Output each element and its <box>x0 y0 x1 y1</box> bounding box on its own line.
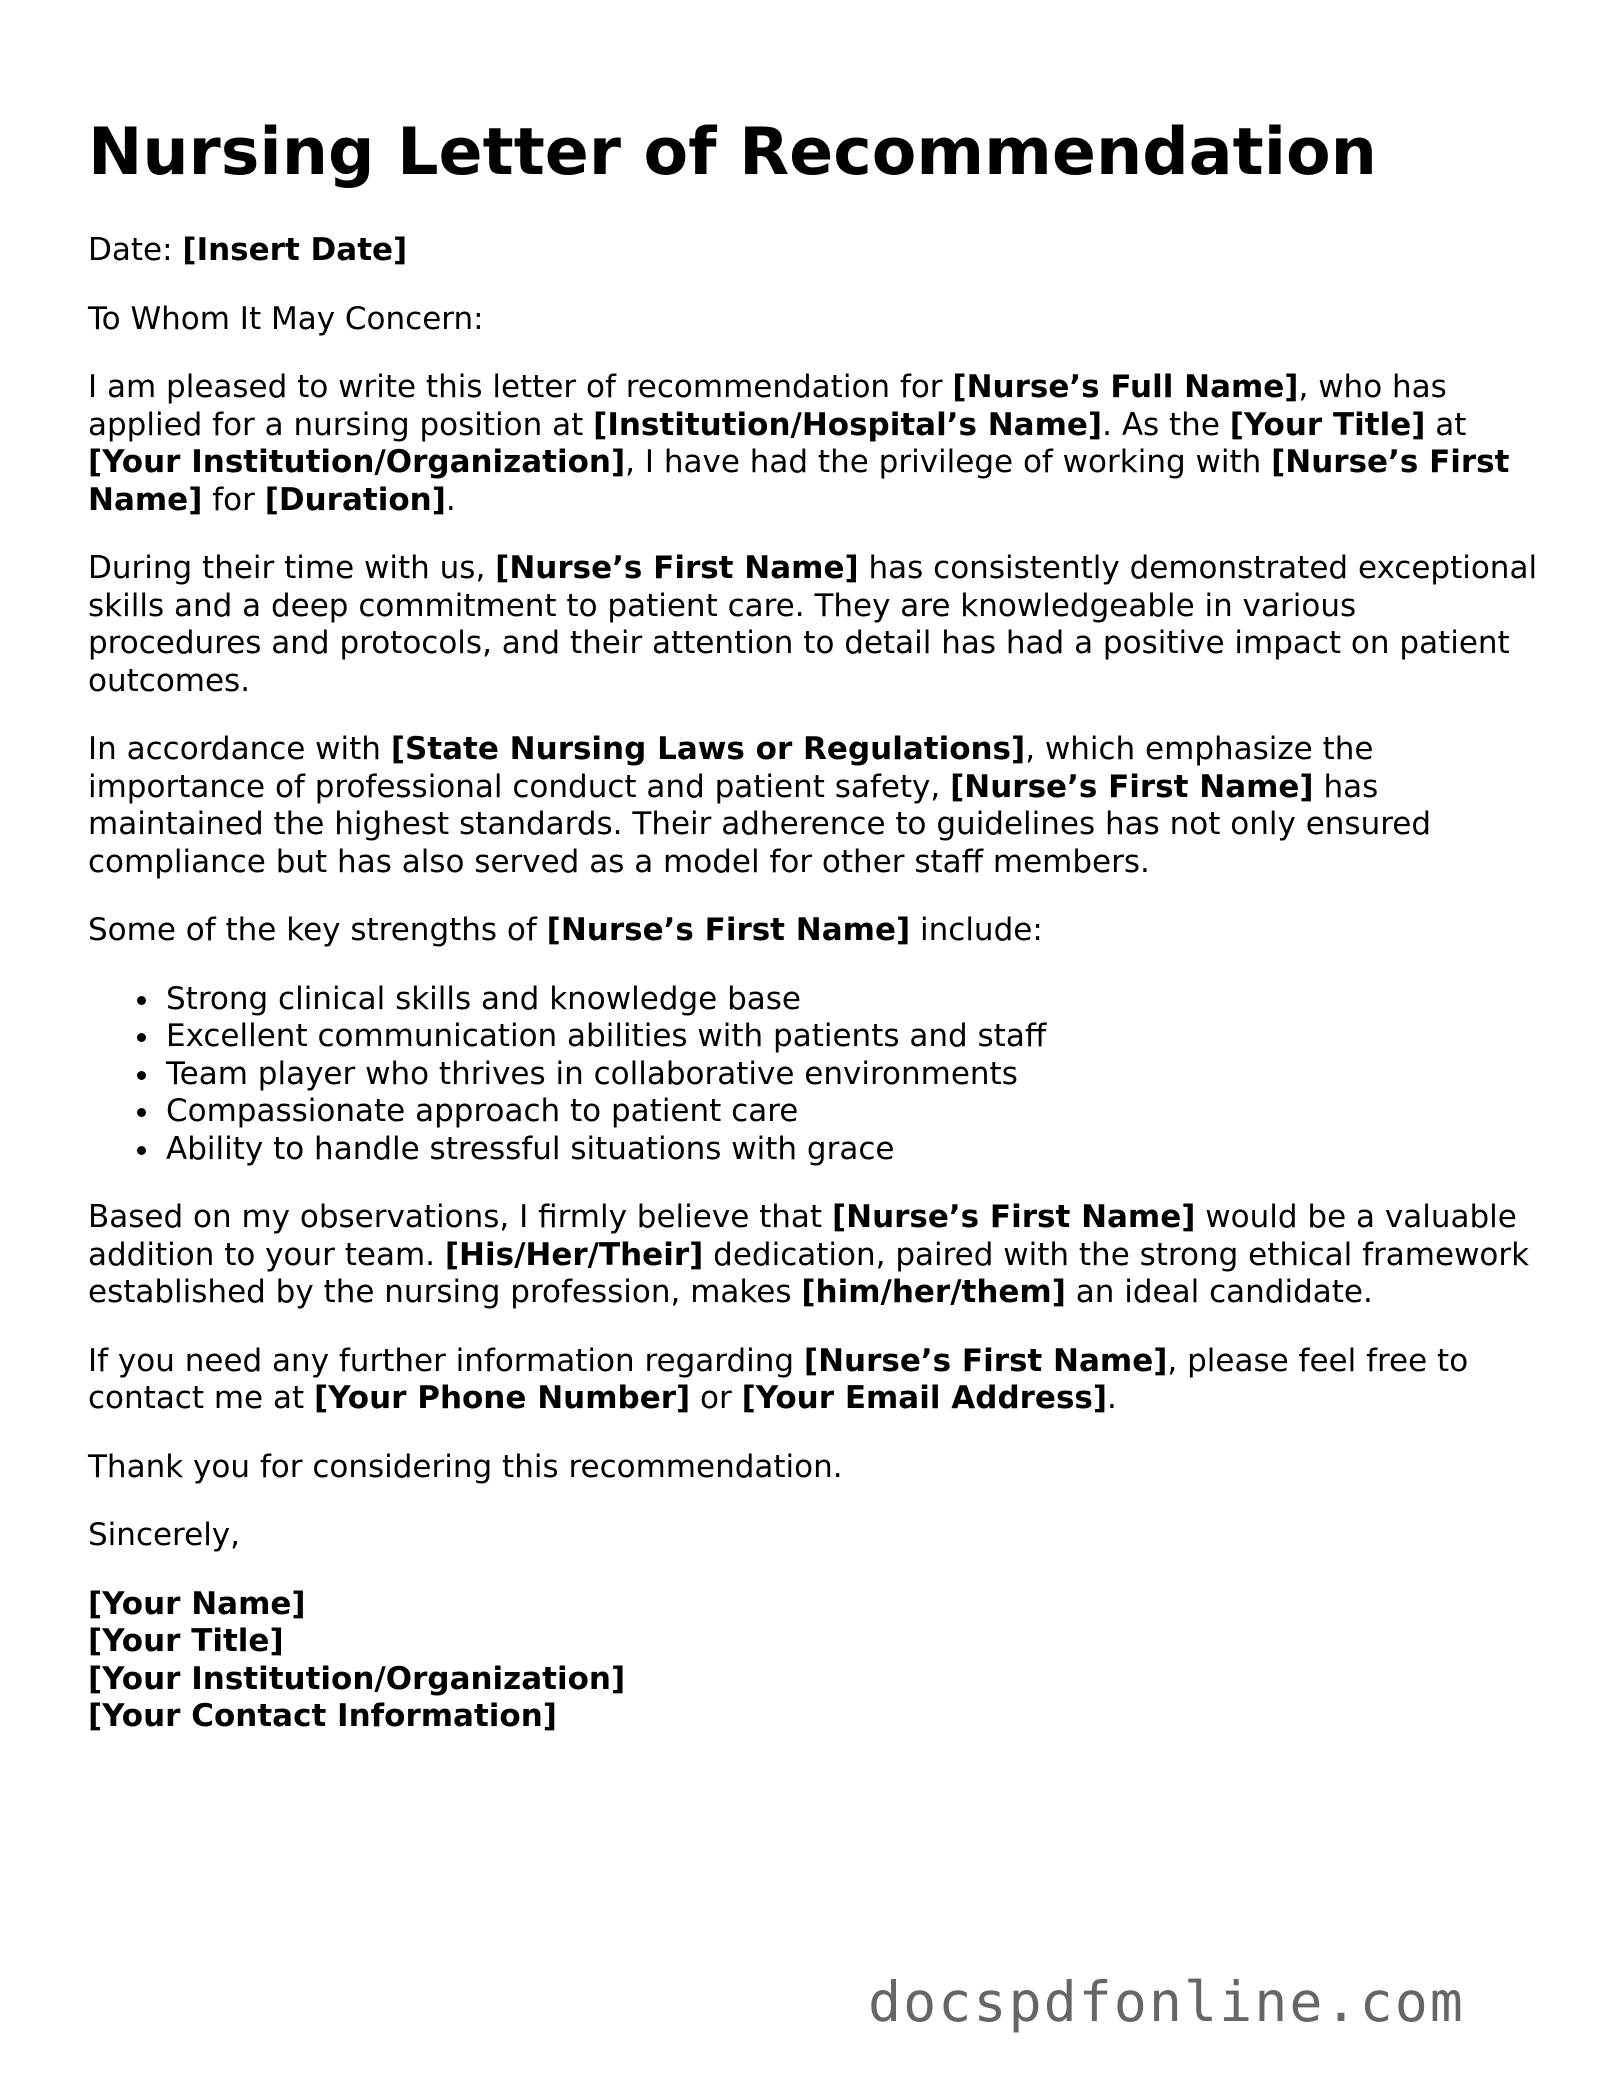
list-item: Excellent communication abilities with patients and staff <box>166 1018 1538 1056</box>
closing-line: Sincerely, <box>88 1517 241 1553</box>
signature-title: [Your Title] <box>88 1623 284 1659</box>
paragraph-contact: If you need any further information regarding [Nurse’s First Name], please feel free to contact me at [Your Phone Number] or [Your Email Address]. <box>88 1342 1469 1416</box>
salutation: To Whom It May Concern: <box>88 300 484 337</box>
paragraph-compliance: In accordance with [State Nursing Laws or Regulations], which emphasize the importance of professional conduct and patient safety, [Nurse’s First Name] has maintained the highest standards. Their adherence to guidelines has not only ensured compliance but has also served as a model for other staff members. <box>88 731 1432 880</box>
signature-name: [Your Name] <box>88 1585 306 1622</box>
thanks-line: Thank you for considering this recommendation. <box>88 1448 843 1485</box>
list-item: Ability to handle stressful situations with grace <box>166 1131 1538 1169</box>
list-item: Strong clinical skills and knowledge base <box>166 981 1538 1019</box>
list-item: Team player who thrives in collaborative environments <box>166 1056 1538 1094</box>
date-line: Date: [Insert Date] <box>88 232 408 268</box>
paragraph-strengths-intro: Some of the key strengths of [Nurse’s First Name] include: <box>88 912 1043 948</box>
strengths-list <box>88 981 1538 1169</box>
paragraph-performance: During their time with us, [Nurse’s First Name] has consistently demonstrated exceptional skills and a deep commitment to patient care. They are knowledgeable in various procedures and protocols, and their attention to detail has had a positive impact on patient outcomes. <box>88 550 1538 699</box>
paragraph-intro: I am pleased to write this letter of recommendation for [Nurse’s Full Name], who has applied for a nursing position at [Institution/Hospital’s Name]. As the [Your Title] at [Your Institution/Organization], I have had the privilege of working with [Nurse’s First Name] for [Duration]. <box>88 369 1510 518</box>
page-title: Nursing Letter of Recommendation <box>88 115 1377 190</box>
signature-organization: [Your Institution/Organization] <box>88 1660 626 1697</box>
signature-block <box>88 1586 1538 1736</box>
list-item: Compassionate approach to patient care <box>166 1093 1538 1131</box>
date-placeholder: [Insert Date] <box>182 232 408 268</box>
watermark: docspdfonline.com <box>868 1970 1465 2034</box>
letter-body <box>88 232 1538 1736</box>
paragraph-endorsement: Based on my observations, I firmly believe that [Nurse’s First Name] would be a valuable addition to your team. [His/Her/Their] dedication, paired with the strong ethical framework established by the nursing profession, makes [him/her/them] an ideal candidate. <box>88 1199 1530 1310</box>
signature-contact: [Your Contact Information] <box>88 1698 557 1734</box>
